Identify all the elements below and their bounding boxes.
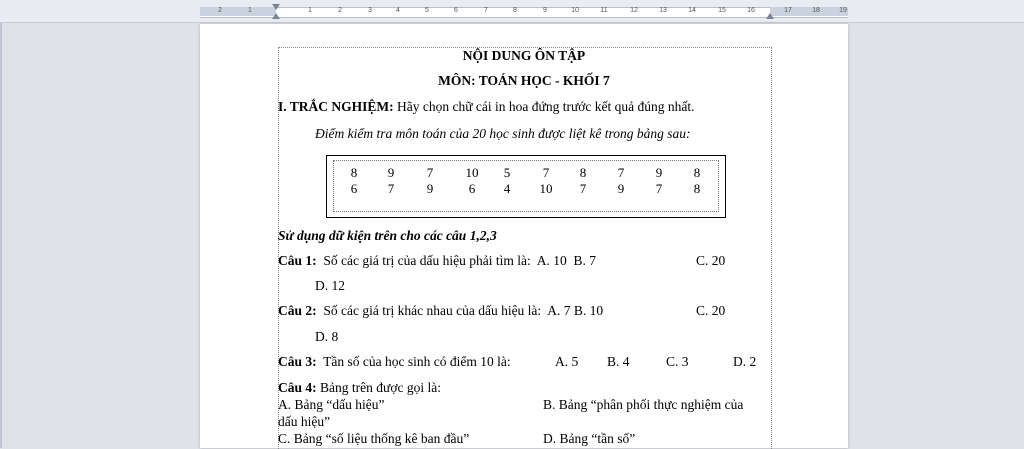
q4-label: Câu 4: — [278, 380, 317, 395]
q3-option-d: D. 2 — [733, 354, 757, 369]
q3-option-a: A. 5 — [555, 354, 579, 369]
ruler-numbers — [200, 6, 848, 17]
use-data-note: Sử dụng dữ kiện trên cho các câu 1,2,3 — [278, 228, 497, 243]
section-1 — [278, 99, 695, 115]
ruler-number: 5 — [425, 7, 429, 14]
score-cell: 8 — [579, 165, 587, 180]
q2-label: Câu 2: — [278, 303, 317, 318]
ruler-number: 16 — [747, 7, 755, 14]
q2-option-b: B. 10 — [573, 303, 604, 318]
ruler-number: 6 — [454, 7, 458, 14]
q3-option-b: B. 4 — [607, 354, 630, 369]
score-cell: 8 — [693, 181, 701, 196]
ruler-number: 1 — [248, 7, 252, 14]
q4-option-b-cont: dấu hiệu” — [278, 414, 331, 429]
q3-text: Tần số của học sinh có điểm 10 là: — [323, 354, 511, 369]
ruler-number: 11 — [600, 7, 608, 14]
section-1-text: Hãy chọn chữ cái in hoa đứng trước kết quả đúng nhất. — [397, 99, 695, 114]
right-indent-marker[interactable] — [766, 13, 774, 19]
ruler-number: 9 — [543, 7, 547, 14]
score-cell: 6 — [350, 181, 358, 196]
ruler-number: 17 — [784, 7, 792, 14]
q1-option-c: C. 20 — [696, 253, 726, 268]
q1-label: Câu 1: — [278, 253, 317, 268]
score-cell: 10 — [539, 181, 553, 196]
doc-subtitle: MÔN: TOÁN HỌC - KHỐI 7 — [438, 73, 610, 88]
q3-label: Câu 3: — [278, 354, 317, 369]
score-cell: 8 — [350, 165, 358, 180]
doc-title: NỘI DUNG ÔN TẬP — [462, 48, 586, 63]
score-cell: 7 — [579, 181, 587, 196]
score-cell: 8 — [693, 165, 701, 180]
q4-text: Bảng trên được gọi là: — [320, 380, 441, 395]
q2-option-a: A. 7 — [547, 303, 571, 318]
horizontal-ruler[interactable] — [0, 0, 1024, 23]
score-cell: 7 — [387, 181, 395, 196]
section-1-label: I. TRẮC NGHIỆM: — [278, 99, 394, 114]
ruler-number: 15 — [718, 7, 726, 14]
score-cell: 7 — [542, 165, 550, 180]
score-cell: 7 — [655, 181, 663, 196]
question-4 — [278, 380, 441, 396]
q2-option-d: D. 8 — [315, 329, 339, 344]
score-cell: 9 — [655, 165, 663, 180]
ruler-number: 18 — [812, 7, 820, 14]
q2-option-c: C. 20 — [696, 303, 726, 318]
ruler-number: 10 — [571, 7, 579, 14]
ruler-number: 2 — [338, 7, 342, 14]
ruler-number: 13 — [659, 7, 667, 14]
ruler-number: 4 — [396, 7, 400, 14]
q1-option-a: A. 10 — [536, 253, 567, 268]
q4-option-a: A. Bảng “dấu hiệu” — [278, 397, 385, 412]
q3-option-c: C. 3 — [666, 354, 689, 369]
intro-text: Điểm kiểm tra môn toán của 20 học sinh được liệt kê trong bảng sau: — [315, 126, 691, 141]
q4-option-b: B. Bảng “phân phối thực nghiệm của — [543, 397, 744, 412]
q1-text: Số các giá trị của dấu hiệu phải tìm là: — [323, 253, 531, 268]
score-cell: 7 — [617, 165, 625, 180]
question-3 — [278, 354, 511, 370]
ruler-number: 7 — [484, 7, 488, 14]
q1-option-d: D. 12 — [315, 278, 345, 293]
score-cell: 9 — [387, 165, 395, 180]
question-2 — [278, 303, 603, 319]
left-edge — [0, 0, 2, 448]
hanging-indent-marker[interactable] — [272, 13, 280, 19]
score-cell: 4 — [503, 181, 511, 196]
ruler-number: 1 — [308, 7, 312, 14]
score-cell: 9 — [617, 181, 625, 196]
q1-option-b: B. 7 — [573, 253, 596, 268]
score-cell: 5 — [503, 165, 511, 180]
ruler-number: 3 — [368, 7, 372, 14]
question-1 — [278, 253, 596, 269]
q4-option-c: C. Bảng “số liệu thống kê ban đầu” — [278, 431, 470, 446]
ruler-number: 12 — [630, 7, 638, 14]
first-line-indent-marker[interactable] — [272, 4, 280, 10]
q4-option-d: D. Bảng “tần số” — [543, 431, 636, 446]
ruler-number: 14 — [688, 7, 696, 14]
ruler-number: 19 — [839, 7, 847, 14]
ruler-number: 2 — [218, 7, 222, 14]
score-cell: 9 — [426, 181, 434, 196]
ruler-number: 8 — [513, 7, 517, 14]
score-cell: 7 — [426, 165, 434, 180]
score-cell: 6 — [468, 181, 476, 196]
score-cell: 10 — [465, 165, 479, 180]
q2-text: Số các giá trị khác nhau của dấu hiệu là: — [323, 303, 542, 318]
